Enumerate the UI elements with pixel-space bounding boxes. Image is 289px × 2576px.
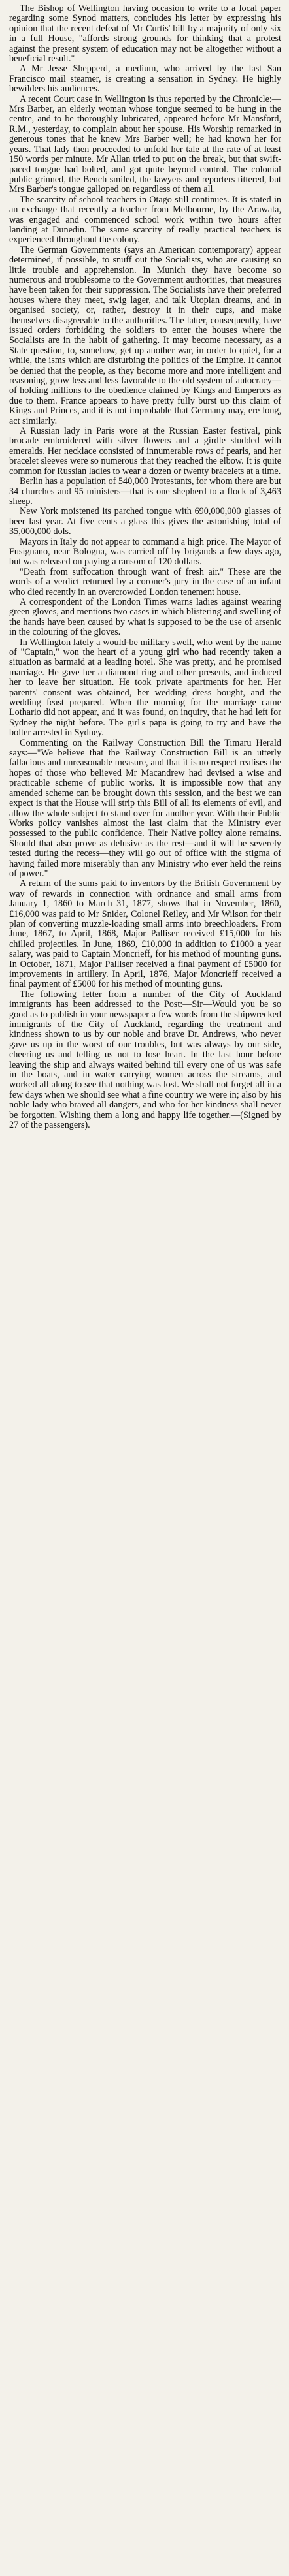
paragraph-court-case: A recent Court case in Wellington is thus reported by the Chronicle:—Mrs Barber, an elderly woman whose tongue seemed to be hung in the centre, and to be thoroughly lubricated, appeared before Mr Mansford, R.M., yesterday, to complain about her spouse. His Worship remarked in generous tones that he knew Mrs Barber well; he had known her for years. That lady then proceeded to unfold her tale at the rate of at least 150 words per minute. Mr Allan tried to put on the break, but that swift-paced tongue had bolted, and got quite beyond control. The colonial public grinned, the Bench smiled, the lawyers and reporters tittered, but Mrs Barber's tongue galloped on regardless of them all. <box>9 93 281 195</box>
paragraph-green-gloves: A correspondent of the London Times warns ladies against wearing green gloves, and mentions two cases in which blistering and swelling of the hands have been caused by what is supposed to be the use of arsenic in the colouring of the gloves. <box>9 596 281 638</box>
paragraph-teacher-scarcity: The scarcity of school teachers in Otago still continues. It is stated in an exchange that recently a teacher from Melbourne, by the Arawata, was engaged and commenced school work within two hours after landing at Dunedin. The same scarcity of really practical teachers is experienced throughout the colony. <box>9 194 281 246</box>
paragraph-inventor-rewards: A return of the sums paid to inventors by the British Government by way of rewards in connection with ordnance and small arms from January 1, 1860 to March 31, 1877, shows that in November, 1860, £16,000 was paid to Mr Snider, Colonel Reiley, and Mr Wilson for their plan of converting muzzle-loading small arms into breechloaders. From June, 1867, to April, 1868, Major Palliser received £15,000 for his chilled projectiles. In June, 1869, £10,000 in addition to £1000 a year salary, was paid to Captain Moncrieff, for his method of mounting guns. In October, 1871, Major Palliser received a final payment of £5000 for improvements in artillery. In April, 1876, Major Moncrieff received a final payment of £5000 for his method of mounting guns. <box>9 878 281 990</box>
paragraph-bishop-of-wellington: The Bishop of Wellington having occasion to write to a local paper regarding some Synod matters, concludes his letter by expressing his opinion that the recent defeat of Mr Curtis' bill by a majority of only six in a full House, "affords strong grounds for thinking that a protest against the present system of education may not be altogether without a beneficial result." <box>9 3 281 65</box>
paragraph-railway-bill: Commenting on the Railway Construction Bill the Timaru Herald says:—"We believe that the Railway Construction Bill is an utterly fallacious and unreasonable measure, and that it is no respect realises the hopes of those who believed Mr Macandrew had devised a wise and practicable scheme of public works. It is impossible now that any amended scheme can be brought down this session, and the best we can expect is that the House will strip this Bill of all its elements of evil, and allow the whole subject to stand over for another year. With their Public Works policy vanishes almost the last claim that the Ministry ever possessed to the public confidence. Their Native policy alone remains. Should that also prove as delusive as the rest—and it will be severely tested during the recess—they will go out of office with the stigma of having failed more miserably than any Ministry who ever held the reins of power." <box>9 737 281 879</box>
paragraph-suffocation-verdict: "Death from suffocation through want of fresh air." These are the words of a verdict returned by a coroner's jury in the case of an infant who died recently in an overcrowded London tenement house. <box>9 566 281 597</box>
paragraph-berlin-population: Berlin has a population of 540,000 Protestants, for whom there are but 34 churches and 95 ministers—that is one shepherd to a flock of 3,463 sheep. <box>9 476 281 507</box>
paragraph-russian-lady: A Russian lady in Paris wore at the Russian Easter festival, pink brocade embroidered with silver flowers and a girdle studded with emeralds. Her necklace consisted of innumerable rows of pearls, and her bracelet sleeves were so numerous that they reached the elbow. It is quite common for Russian ladies to wear a dozen or twenty bracelets at a time. <box>9 426 281 477</box>
paragraph-wellington-captain: In Wellington lately a would-be military swell, who went by the name of "Captain," won the heart of a young girl who had recently taken a situation as barmaid at a leading hotel. She was pretty, and he promised marriage. He gave her a diamond ring and other presents, and induced her to leave her situation. He took private apartments for her. Her parents' consent was obtained, her wedding dress bought, and the wedding feast prepared. When the morning for the marriage came Lothario did not appear, and it was found, on inquiry, that he had left for Sydney the night before. The girl's papa is going to try and have the bolter arrested in Sydney. <box>9 637 281 739</box>
paragraph-immigrants-letter: The following letter from a number of the City of Auckland immigrants has been addressed to the Post:—Sir—Would you be so good as to publish in your newspaper a few words from the shipwrecked immigrants of the City of Auckland, regarding the treatment and kindness shown to us by our noble and brave Dr. Andrews, who never gave us up in the worst of our troubles, but was always by our side, cheering us and telling us not to lose heart. In the last hour before leaving the ship and always waited behind till every one of us was safe in the boats, and in water carrying women across the streams, and worked all along to see that nothing was lost. We shall not forget all in a few days when we should see what a fine country we were in; also by his noble lady who braved all dangers, and who for her kindness shall never be forgotten. Wishing them a long and happy life together.—(Signed by 27 of the passengers). <box>9 989 281 1131</box>
paragraph-new-york-beer: New York moistened its parched tongue with 690,000,000 glasses of beer last year. At five cents a glass this gives the astonishing total of 35,000,000 dols. <box>9 506 281 537</box>
paragraph-medium-sydney: A Mr Jesse Shepperd, a medium, who arrived by the last San Francisco mail steamer, is creating a sensation in Sydney. He highly bewilders his audiences. <box>9 63 281 95</box>
paragraph-italy-mayors: Mayors in Italy do not appear to command a high price. The Mayor of Fusignano, near Bologna, was carried off by brigands a few days ago, but was released on paying a ransom of 120 dollars. <box>9 536 281 567</box>
paragraph-german-socialists: The German Governments (says an American contemporary) appear determined, if possible, to snuff out the Socialists, who are causing so little trouble and apprehension. In Munich they have become so numerous and troublesome to the Government authorities, that measures have been taken for their suppression. The Socialists have their preferred houses where they meet, swig lager, and talk Utopian dreams, and in organised society, or, rather, destroy it in their cups, and make themselves disagreeable to the authorities. The latter, consequently, have issued orders forbidding the soldiers to enter the houses where the Socialists are in the habit of gathering. It may become necessary, as a State question, to, somehow, get up another war, in order to quiet, for a while, the isms which are disturbing the politics of the Empire. It cannot be denied that the people, as they become more and more intelligent and reasoning, grow less and less favorable to the old system of autocracy—of holding millions to the obedience claimed by Kings and Emperors as due to them. France appears to have pretty fully burst up this claim of Kings and Princes, and it is not improbable that Germany may, ere long, act similarly. <box>9 244 281 426</box>
